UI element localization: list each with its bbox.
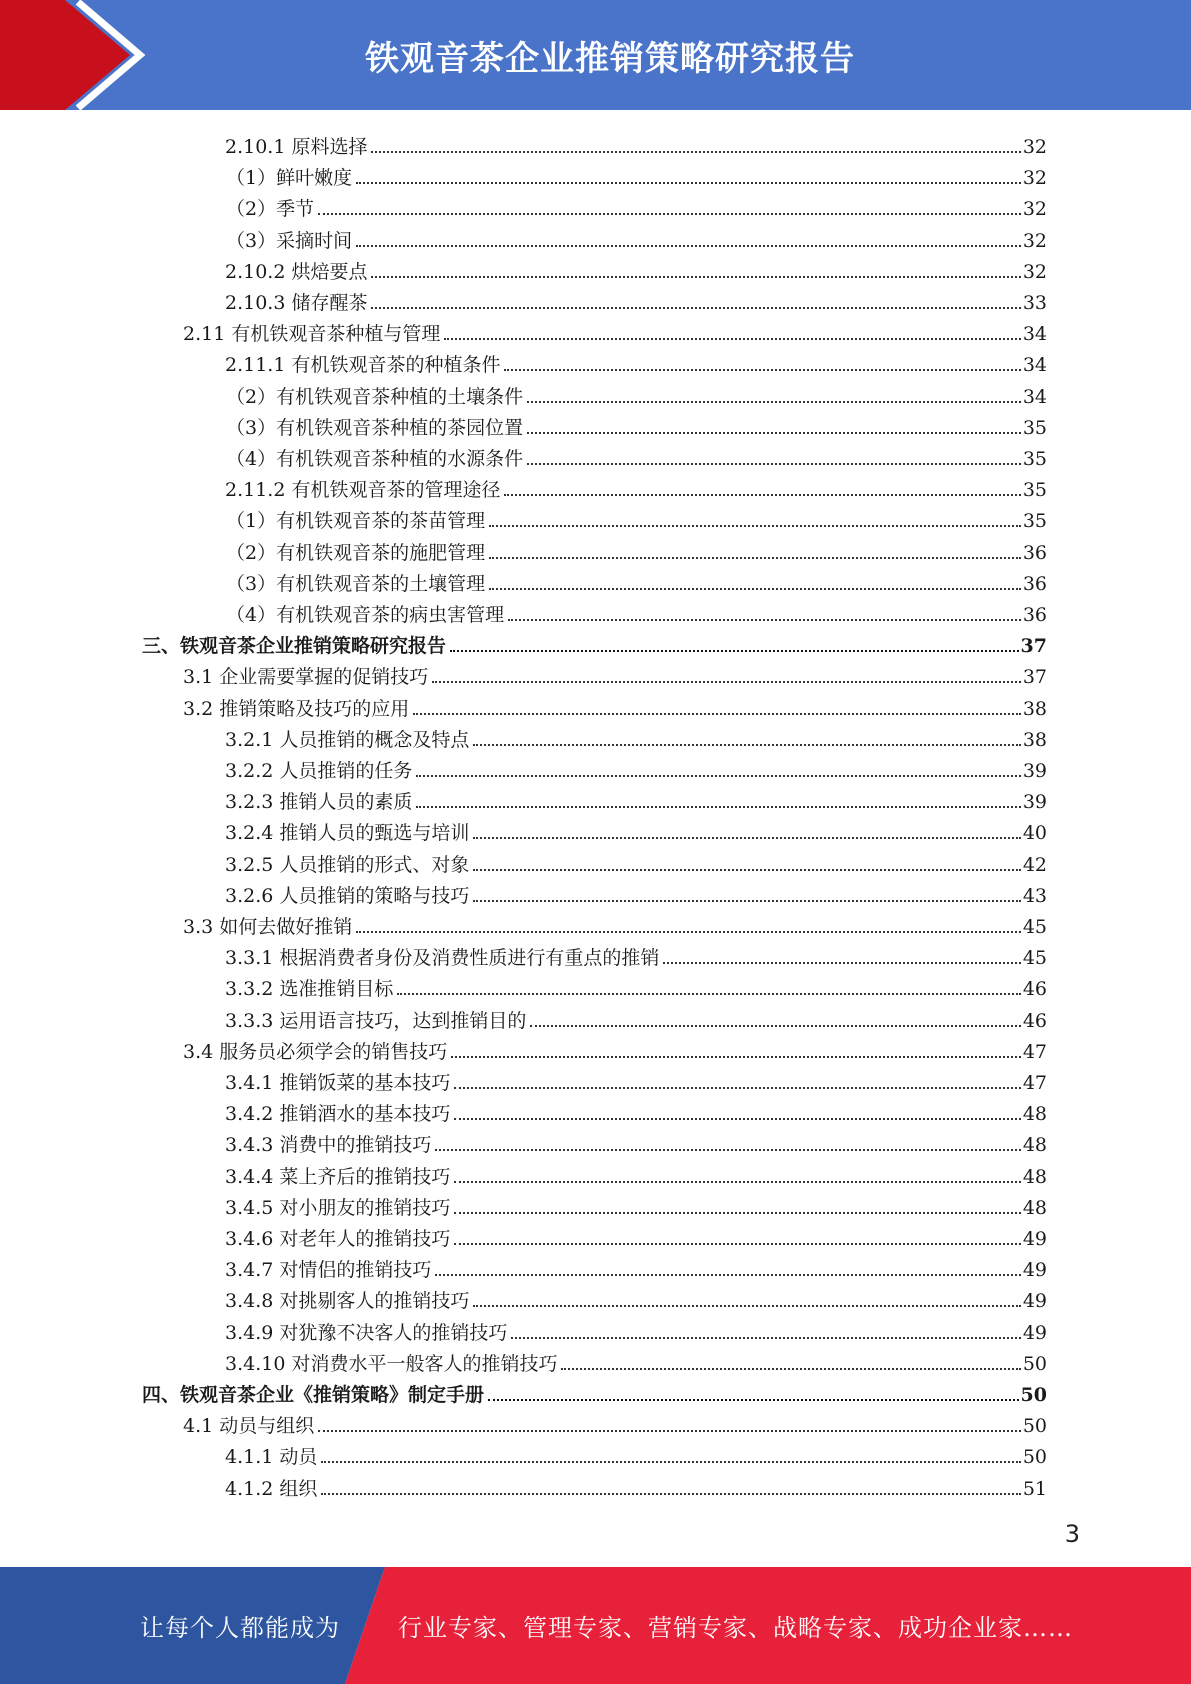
toc-entry[interactable] bbox=[0, 595, 1047, 626]
toc-entry-page: 42 bbox=[1022, 853, 1047, 876]
toc-entry-title: 3.4 服务员必须学会的销售技巧 bbox=[183, 1040, 448, 1063]
toc-entry-title: 2.10.2 烘焙要点 bbox=[225, 260, 368, 283]
toc-leader-dots bbox=[371, 151, 1020, 153]
toc-leader-dots bbox=[561, 1368, 1020, 1370]
toc-leader-dots bbox=[454, 1243, 1020, 1245]
toc-entry[interactable] bbox=[0, 1094, 1047, 1125]
toc-entry-title: 3.3.1 根据消费者身份及消费性质进行有重点的推销 bbox=[225, 947, 660, 970]
toc-entry-title: 3.4.3 消费中的推销技巧 bbox=[225, 1134, 432, 1157]
toc-leader-dots bbox=[356, 931, 1021, 933]
toc-leader-dots bbox=[473, 869, 1020, 871]
toc-entry-title: 3.2.2 人员推销的任务 bbox=[225, 760, 413, 782]
toc-leader-dots bbox=[527, 463, 1021, 465]
toc-entry-title: （2）季节 bbox=[226, 198, 315, 221]
toc-entry[interactable] bbox=[0, 439, 1047, 470]
toc-entry[interactable] bbox=[0, 751, 1047, 782]
toc-entry-page: 48 bbox=[1022, 1196, 1047, 1219]
toc-leader-dots bbox=[511, 1337, 1020, 1339]
toc-entry[interactable] bbox=[0, 1001, 1047, 1032]
toc-entry-page: 37 bbox=[1020, 635, 1047, 658]
toc-leader-dots bbox=[397, 993, 1020, 995]
toc-entry-page: 47 bbox=[1022, 1040, 1047, 1063]
toc-entry-title: 2.11.1 有机铁观音茶的种植条件 bbox=[225, 354, 501, 377]
toc-entry-page: 35 bbox=[1022, 416, 1047, 439]
toc-entry[interactable] bbox=[0, 1281, 1047, 1312]
toc-entry-page: 32 bbox=[1022, 260, 1047, 283]
toc-entry-title: 2.10.1 原料选择 bbox=[225, 136, 368, 158]
toc-entry-title: 3.4.4 菜上齐后的推销技巧 bbox=[225, 1165, 451, 1188]
toc-entry[interactable] bbox=[0, 1375, 1047, 1406]
toc-entry[interactable] bbox=[0, 1469, 1047, 1500]
toc-entry-page: 32 bbox=[1022, 167, 1047, 190]
toc-entry-page: 32 bbox=[1022, 229, 1047, 252]
toc-entry-page: 50 bbox=[1022, 1352, 1047, 1375]
toc-leader-dots bbox=[432, 681, 1021, 683]
toc-leader-dots bbox=[473, 744, 1020, 746]
toc-entry[interactable] bbox=[0, 1219, 1047, 1250]
toc-entry-page: 35 bbox=[1022, 448, 1047, 470]
toc-entry[interactable] bbox=[0, 314, 1047, 345]
toc-entry[interactable] bbox=[0, 1125, 1047, 1156]
toc-entry-title: （4）有机铁观音茶的病虫害管理 bbox=[226, 604, 505, 626]
toc-entry-title: 3.4.6 对老年人的推销技巧 bbox=[225, 1228, 451, 1250]
toc-entry[interactable] bbox=[0, 1188, 1047, 1219]
toc-entry[interactable] bbox=[0, 377, 1047, 408]
toc-entry-page: 47 bbox=[1022, 1072, 1047, 1094]
page-footer bbox=[0, 1567, 1191, 1684]
toc-entry[interactable] bbox=[0, 564, 1047, 595]
toc-entry-title: 3.4.7 对情侣的推销技巧 bbox=[225, 1259, 432, 1282]
toc-entry[interactable] bbox=[0, 1313, 1047, 1344]
toc-entry[interactable] bbox=[0, 689, 1047, 720]
toc-leader-dots bbox=[371, 307, 1020, 309]
toc-entry-page: 35 bbox=[1022, 479, 1047, 502]
toc-entry-title: 3.4.9 对犹豫不决客人的推销技巧 bbox=[225, 1321, 508, 1344]
toc-leader-dots bbox=[454, 1212, 1020, 1214]
toc-entry-title: （3）采摘时间 bbox=[226, 229, 353, 252]
toc-entry-page: 48 bbox=[1022, 1165, 1047, 1188]
toc-leader-dots bbox=[489, 557, 1021, 559]
toc-entry-page: 48 bbox=[1022, 1103, 1047, 1126]
toc-entry-title: （1）有机铁观音茶的茶苗管理 bbox=[226, 510, 486, 533]
toc-entry[interactable] bbox=[0, 720, 1047, 751]
toc-entry-page: 45 bbox=[1022, 947, 1047, 970]
toc-entry-title: 三、铁观音茶企业推销策略研究报告 bbox=[142, 635, 447, 658]
toc-entry-page: 33 bbox=[1022, 292, 1047, 314]
toc-entry[interactable] bbox=[0, 1250, 1047, 1281]
toc-entry[interactable] bbox=[0, 283, 1047, 314]
toc-leader-dots bbox=[663, 962, 1020, 964]
toc-entry-page: 40 bbox=[1022, 822, 1047, 845]
toc-leader-dots bbox=[454, 1087, 1020, 1089]
toc-entry-page: 49 bbox=[1022, 1228, 1047, 1250]
toc-entry[interactable] bbox=[0, 501, 1047, 532]
toc-entry[interactable] bbox=[0, 1406, 1047, 1437]
toc-leader-dots bbox=[473, 900, 1020, 902]
toc-entry-page: 50 bbox=[1022, 1415, 1047, 1438]
toc-entry-page: 39 bbox=[1022, 760, 1047, 782]
toc-entry-page: 34 bbox=[1022, 354, 1047, 377]
toc-entry-page: 36 bbox=[1022, 572, 1047, 595]
toc-entry-title: 4.1 动员与组织 bbox=[183, 1415, 315, 1438]
toc-entry[interactable] bbox=[0, 252, 1047, 283]
toc-leader-dots bbox=[435, 1149, 1020, 1151]
toc-entry-title: 4.1.1 动员 bbox=[225, 1446, 318, 1469]
toc-entry-page: 32 bbox=[1022, 136, 1047, 158]
toc-entry-page: 49 bbox=[1022, 1321, 1047, 1344]
toc-entry-page: 50 bbox=[1022, 1446, 1047, 1469]
toc-entry-page: 32 bbox=[1022, 198, 1047, 221]
toc-entry[interactable] bbox=[0, 1063, 1047, 1094]
toc-leader-dots bbox=[444, 338, 1020, 340]
toc-leader-dots bbox=[413, 713, 1021, 715]
toc-entry-title: 3.4.10 对消费水平一般客人的推销技巧 bbox=[225, 1352, 558, 1375]
toc-leader-dots bbox=[318, 213, 1021, 215]
toc-leader-dots bbox=[454, 1118, 1020, 1120]
toc-entry-title: 2.11.2 有机铁观音茶的管理途径 bbox=[225, 479, 501, 502]
footer-slogan-right: 行业专家、管理专家、营销专家、战略专家、成功企业家…… bbox=[398, 1614, 1073, 1642]
page-number: 3 bbox=[1064, 1520, 1080, 1548]
toc-entry-title: 3.2.4 推销人员的甄选与培训 bbox=[225, 822, 470, 845]
toc-entry-title: （4）有机铁观音茶种植的水源条件 bbox=[226, 448, 524, 470]
toc-entry-title: （2）有机铁观音茶种植的土壤条件 bbox=[226, 385, 524, 408]
toc-entry-page: 36 bbox=[1022, 604, 1047, 626]
toc-entry-title: 4.1.2 组织 bbox=[225, 1477, 318, 1500]
toc-entry-title: 3.1 企业需要掌握的促销技巧 bbox=[183, 666, 429, 689]
toc-entry-title: 2.11 有机铁观音茶种植与管理 bbox=[183, 323, 441, 346]
toc-entry-title: 3.4.2 推销酒水的基本技巧 bbox=[225, 1103, 451, 1126]
toc-leader-dots bbox=[488, 1399, 1019, 1401]
toc-entry-title: 3.4.1 推销饭菜的基本技巧 bbox=[225, 1072, 451, 1094]
toc-entry-page: 35 bbox=[1022, 510, 1047, 533]
toc-entry-page: 46 bbox=[1022, 1009, 1047, 1032]
toc-entry-page: 51 bbox=[1022, 1477, 1047, 1500]
header-chevron-icon bbox=[0, 0, 160, 110]
toc-leader-dots bbox=[416, 806, 1020, 808]
toc-leader-dots bbox=[504, 369, 1020, 371]
toc-leader-dots bbox=[454, 1181, 1020, 1183]
toc-entry[interactable] bbox=[0, 907, 1047, 938]
toc-entry-page: 48 bbox=[1022, 1134, 1047, 1157]
toc-leader-dots bbox=[527, 401, 1021, 403]
toc-entry-title: 3.2.5 人员推销的形式、对象 bbox=[225, 853, 470, 876]
toc-entry[interactable] bbox=[0, 845, 1047, 876]
toc-entry-title: （3）有机铁观音茶种植的茶园位置 bbox=[226, 416, 524, 439]
toc-entry-page: 49 bbox=[1022, 1290, 1047, 1313]
toc-entry[interactable] bbox=[0, 1437, 1047, 1468]
toc-entry[interactable] bbox=[0, 969, 1047, 1000]
toc-entry[interactable] bbox=[0, 876, 1047, 907]
toc-entry-page: 34 bbox=[1022, 385, 1047, 408]
toc-entry-page: 45 bbox=[1022, 916, 1047, 938]
toc-leader-dots bbox=[451, 1056, 1021, 1058]
toc-entry-title: 3.3 如何去做好推销 bbox=[183, 916, 353, 938]
toc-entry[interactable] bbox=[0, 657, 1047, 688]
toc-entry-title: （3）有机铁观音茶的土壤管理 bbox=[226, 572, 486, 595]
toc-entry-page: 36 bbox=[1022, 541, 1047, 564]
toc-entry[interactable] bbox=[0, 470, 1047, 501]
toc-entry-title: （2）有机铁观音茶的施肥管理 bbox=[226, 541, 486, 564]
toc-leader-dots bbox=[473, 1305, 1020, 1307]
toc-leader-dots bbox=[356, 182, 1021, 184]
toc-leader-dots bbox=[489, 588, 1021, 590]
toc-leader-dots bbox=[508, 619, 1021, 621]
toc-entry-page: 38 bbox=[1022, 697, 1047, 720]
toc-entry-title: 3.3.2 选准推销目标 bbox=[225, 978, 394, 1001]
toc-entry[interactable] bbox=[0, 408, 1047, 439]
toc-entry-page: 39 bbox=[1022, 791, 1047, 814]
toc-entry-title: 3.2.1 人员推销的概念及特点 bbox=[225, 728, 470, 751]
toc-entry[interactable] bbox=[0, 1032, 1047, 1063]
toc-entry-page: 46 bbox=[1022, 978, 1047, 1001]
toc-entry-page: 50 bbox=[1020, 1384, 1047, 1406]
toc-entry[interactable] bbox=[0, 1344, 1047, 1375]
footer-slogan-left: 让每个人都能成为 bbox=[140, 1614, 340, 1642]
toc-leader-dots bbox=[435, 1274, 1020, 1276]
toc-entry[interactable] bbox=[0, 189, 1047, 220]
toc-leader-dots bbox=[450, 650, 1019, 652]
toc-leader-dots bbox=[318, 1430, 1021, 1432]
toc-leader-dots bbox=[321, 1461, 1020, 1463]
toc-leader-dots bbox=[473, 837, 1020, 839]
toc-entry[interactable] bbox=[0, 813, 1047, 844]
toc-leader-dots bbox=[321, 1493, 1020, 1495]
toc-entry[interactable] bbox=[0, 626, 1047, 657]
toc-leader-dots bbox=[489, 525, 1021, 527]
toc-leader-dots bbox=[371, 276, 1020, 278]
toc-entry-title: 3.4.8 对挑剔客人的推销技巧 bbox=[225, 1290, 470, 1313]
toc-entry-page: 34 bbox=[1022, 323, 1047, 346]
toc-entry-title: 2.10.3 储存醒茶 bbox=[225, 292, 368, 314]
toc-entry-page: 38 bbox=[1022, 728, 1047, 751]
toc-entry-page: 43 bbox=[1022, 884, 1047, 907]
toc-entry-title: 3.4.5 对小朋友的推销技巧 bbox=[225, 1196, 451, 1219]
toc-entry[interactable] bbox=[0, 158, 1047, 189]
toc-leader-dots bbox=[530, 1025, 1020, 1027]
toc-entry-page: 49 bbox=[1022, 1259, 1047, 1282]
toc-entry-title: 3.2 推销策略及技巧的应用 bbox=[183, 697, 410, 720]
toc-entry[interactable] bbox=[0, 127, 1047, 158]
toc-entry-title: 3.2.3 推销人员的素质 bbox=[225, 791, 413, 814]
toc-leader-dots bbox=[527, 432, 1021, 434]
toc-entry[interactable] bbox=[0, 782, 1047, 813]
toc-leader-dots bbox=[416, 775, 1020, 777]
toc-entry[interactable] bbox=[0, 221, 1047, 252]
toc-entry-page: 37 bbox=[1022, 666, 1047, 689]
toc-entry[interactable] bbox=[0, 345, 1047, 376]
toc-entry-title: 四、铁观音茶企业《推销策略》制定手册 bbox=[142, 1384, 485, 1406]
toc-entry-title: 3.3.3 运用语言技巧，达到推销目的 bbox=[225, 1009, 527, 1032]
toc-leader-dots bbox=[504, 494, 1020, 496]
page-header bbox=[0, 0, 1191, 110]
toc-leader-dots bbox=[356, 245, 1021, 247]
toc-entry[interactable] bbox=[0, 1157, 1047, 1188]
header-title: 铁观音茶企业推销策略研究报告 bbox=[365, 38, 855, 79]
toc-entry-title: 3.2.6 人员推销的策略与技巧 bbox=[225, 884, 470, 907]
toc-entry-title: （1）鲜叶嫩度 bbox=[226, 167, 353, 190]
toc-entry[interactable] bbox=[0, 938, 1047, 969]
toc-entry[interactable] bbox=[0, 533, 1047, 564]
